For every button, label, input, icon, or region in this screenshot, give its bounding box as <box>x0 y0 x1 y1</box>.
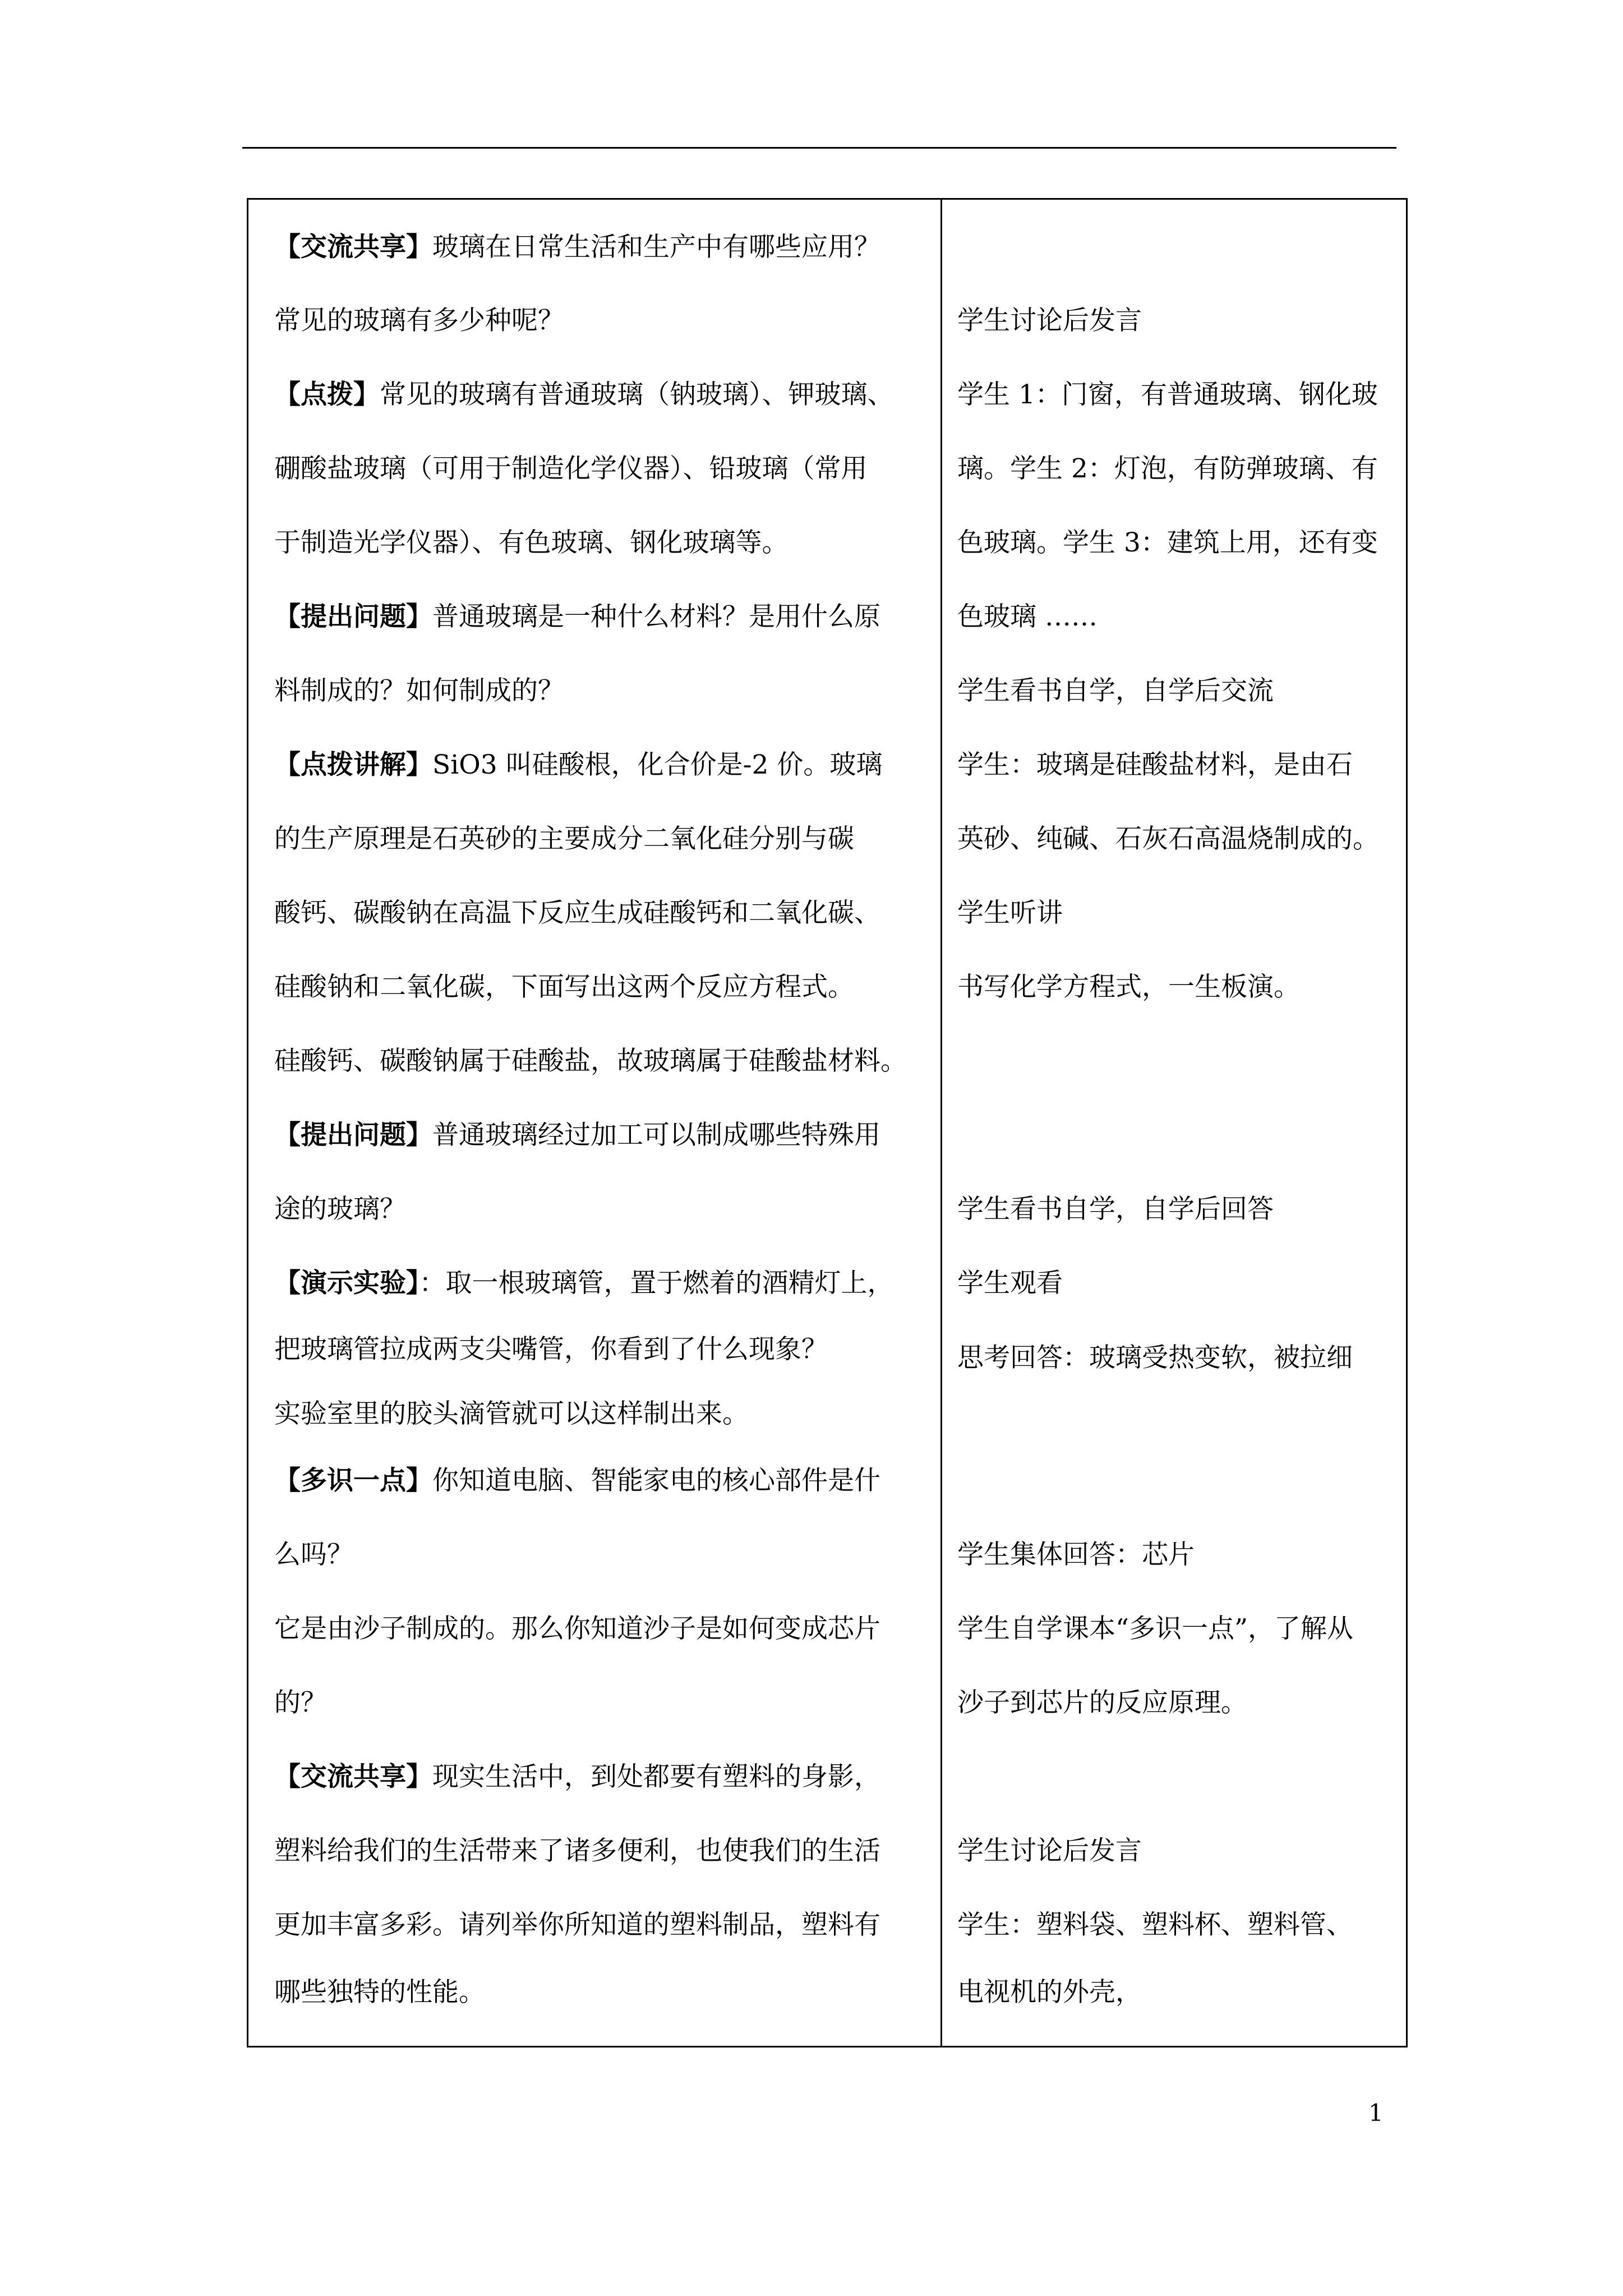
line-text: 更加丰富多彩。请列举你所知道的塑料制品，塑料有 <box>274 1910 880 1940</box>
right-line: 思考回答：玻璃受热变软，被拉细 <box>957 1342 1353 1373</box>
section-tag: 【提出问题】 <box>274 601 432 632</box>
line-text: 玻璃在日常生活和生产中有哪些应用？ <box>432 232 880 263</box>
student-activity-column <box>942 200 1406 2046</box>
line-text: 普通玻璃是一种什么材料？是用什么原 <box>432 601 880 632</box>
right-line: 沙子到芯片的反应原理。 <box>957 1687 1247 1718</box>
right-line: 璃。学生 2：灯泡，有防弹玻璃、有 <box>957 453 1378 484</box>
left-line <box>274 304 564 338</box>
line-text: 哪些独特的性能。 <box>274 1977 485 2008</box>
line-text: 于制造光学仪器）、有色玻璃、钢化玻璃等。 <box>274 527 789 558</box>
line-text: 酸钙、碳酸钠在高温下反应生成硅酸钙和二氧化碳、 <box>274 898 880 928</box>
line-text: 么吗？ <box>274 1539 353 1570</box>
line-text: 的生产原理是石英砂的主要成分二氧化硅分别与碳 <box>274 823 854 854</box>
right-line: 学生看书自学，自学后交流 <box>957 675 1274 706</box>
right-line: 学生听讲 <box>957 898 1063 928</box>
line-text: 实验室里的胶头滴管就可以这样制出来。 <box>274 1398 749 1429</box>
line-text: 途的玻璃？ <box>274 1194 406 1225</box>
left-line <box>274 822 854 856</box>
section-tag: 【点拨】 <box>274 379 380 410</box>
right-line: 学生集体回答：芯片 <box>957 1539 1195 1570</box>
section-tag: 【多识一点】 <box>274 1465 432 1496</box>
left-line <box>274 1908 880 1942</box>
line-text: 普通玻璃经过加工可以制成哪些特殊用 <box>432 1120 880 1151</box>
left-line <box>274 1760 880 1794</box>
line-text: 现实生活中，到处都要有塑料的身影， <box>432 1761 880 1792</box>
right-line: 学生 1：门窗，有普通玻璃、钢化玻 <box>957 379 1378 410</box>
left-line <box>274 378 894 412</box>
line-text: SiO3 叫硅酸根，化合价是-2 价。玻璃 <box>432 749 883 780</box>
right-line: 英砂、纯碱、石灰石高温烧制成的。 <box>957 823 1379 854</box>
left-line <box>274 1686 327 1720</box>
right-line: 学生讨论后发言 <box>957 305 1142 336</box>
section-tag: 【提出问题】 <box>274 1120 432 1151</box>
left-line <box>274 452 868 486</box>
left-line <box>274 600 880 634</box>
right-line: 色玻璃。学生 3：建筑上用，还有变 <box>957 527 1378 558</box>
line-text: 硅酸钙、碳酸钠属于硅酸盐，故玻璃属于硅酸盐材料。 <box>274 1046 907 1076</box>
line-text: 塑料给我们的生活带来了诸多便利，也使我们的生活 <box>274 1835 880 1866</box>
line-text: 料制成的？如何制成的？ <box>274 675 564 706</box>
left-line <box>274 1045 907 1078</box>
line-text: 常见的玻璃有多少种呢？ <box>274 305 564 336</box>
left-line <box>274 1464 880 1498</box>
line-text: 的？ <box>274 1687 327 1718</box>
right-line: 学生：塑料袋、塑料杯、塑料管、 <box>957 1910 1353 1940</box>
left-line <box>274 674 564 708</box>
left-line <box>274 1193 406 1226</box>
left-line <box>274 231 880 264</box>
right-line: 学生看书自学，自学后回答 <box>957 1194 1274 1225</box>
left-line <box>274 1612 880 1646</box>
right-line: 色玻璃 …… <box>957 601 1098 632</box>
line-text: ：取一根玻璃管，置于燃着的酒精灯上， <box>419 1268 894 1299</box>
lesson-table <box>247 198 1408 2047</box>
header-rule <box>242 147 1396 149</box>
line-text: 常见的玻璃有普通玻璃（钠玻璃）、钾玻璃、 <box>380 379 894 410</box>
teacher-activity-column <box>248 200 940 2046</box>
line-text: 硼酸盐玻璃（可用于制造化学仪器）、铅玻璃（常用 <box>274 453 868 484</box>
section-tag: 【交流共享】 <box>274 1761 432 1792</box>
right-line: 学生：玻璃是硅酸盐材料，是由石 <box>957 749 1353 780</box>
left-line <box>274 748 882 782</box>
right-line: 学生观看 <box>957 1268 1063 1299</box>
line-text: 它是由沙子制成的。那么你知道沙子是如何变成芯片 <box>274 1613 880 1644</box>
left-line <box>274 1976 485 2009</box>
right-line: 电视机的外壳， <box>957 1977 1142 2008</box>
section-tag: 【点拨讲解】 <box>274 749 432 780</box>
line-text: 硅酸钠和二氧化碳，下面写出这两个反应方程式。 <box>274 972 854 1002</box>
section-tag: 【交流共享】 <box>274 232 432 263</box>
page-number: 1 <box>1368 2099 1384 2127</box>
right-line: 学生讨论后发言 <box>957 1835 1142 1866</box>
left-line <box>274 1267 894 1300</box>
right-line: 学生自学课本“多识一点”，了解从 <box>957 1613 1354 1644</box>
left-line <box>274 1333 828 1366</box>
left-line <box>274 1397 749 1431</box>
line-text: 把玻璃管拉成两支尖嘴管，你看到了什么现象？ <box>274 1334 828 1365</box>
line-text: 你知道电脑、智能家电的核心部件是什 <box>432 1465 880 1496</box>
left-line <box>274 896 880 930</box>
left-line <box>274 1119 880 1152</box>
left-line <box>274 526 789 560</box>
right-line: 书写化学方程式，一生板演。 <box>957 972 1300 1002</box>
left-line <box>274 1538 353 1572</box>
left-line <box>274 970 854 1004</box>
section-tag: 【演示实验】 <box>274 1268 419 1299</box>
left-line <box>274 1834 880 1868</box>
